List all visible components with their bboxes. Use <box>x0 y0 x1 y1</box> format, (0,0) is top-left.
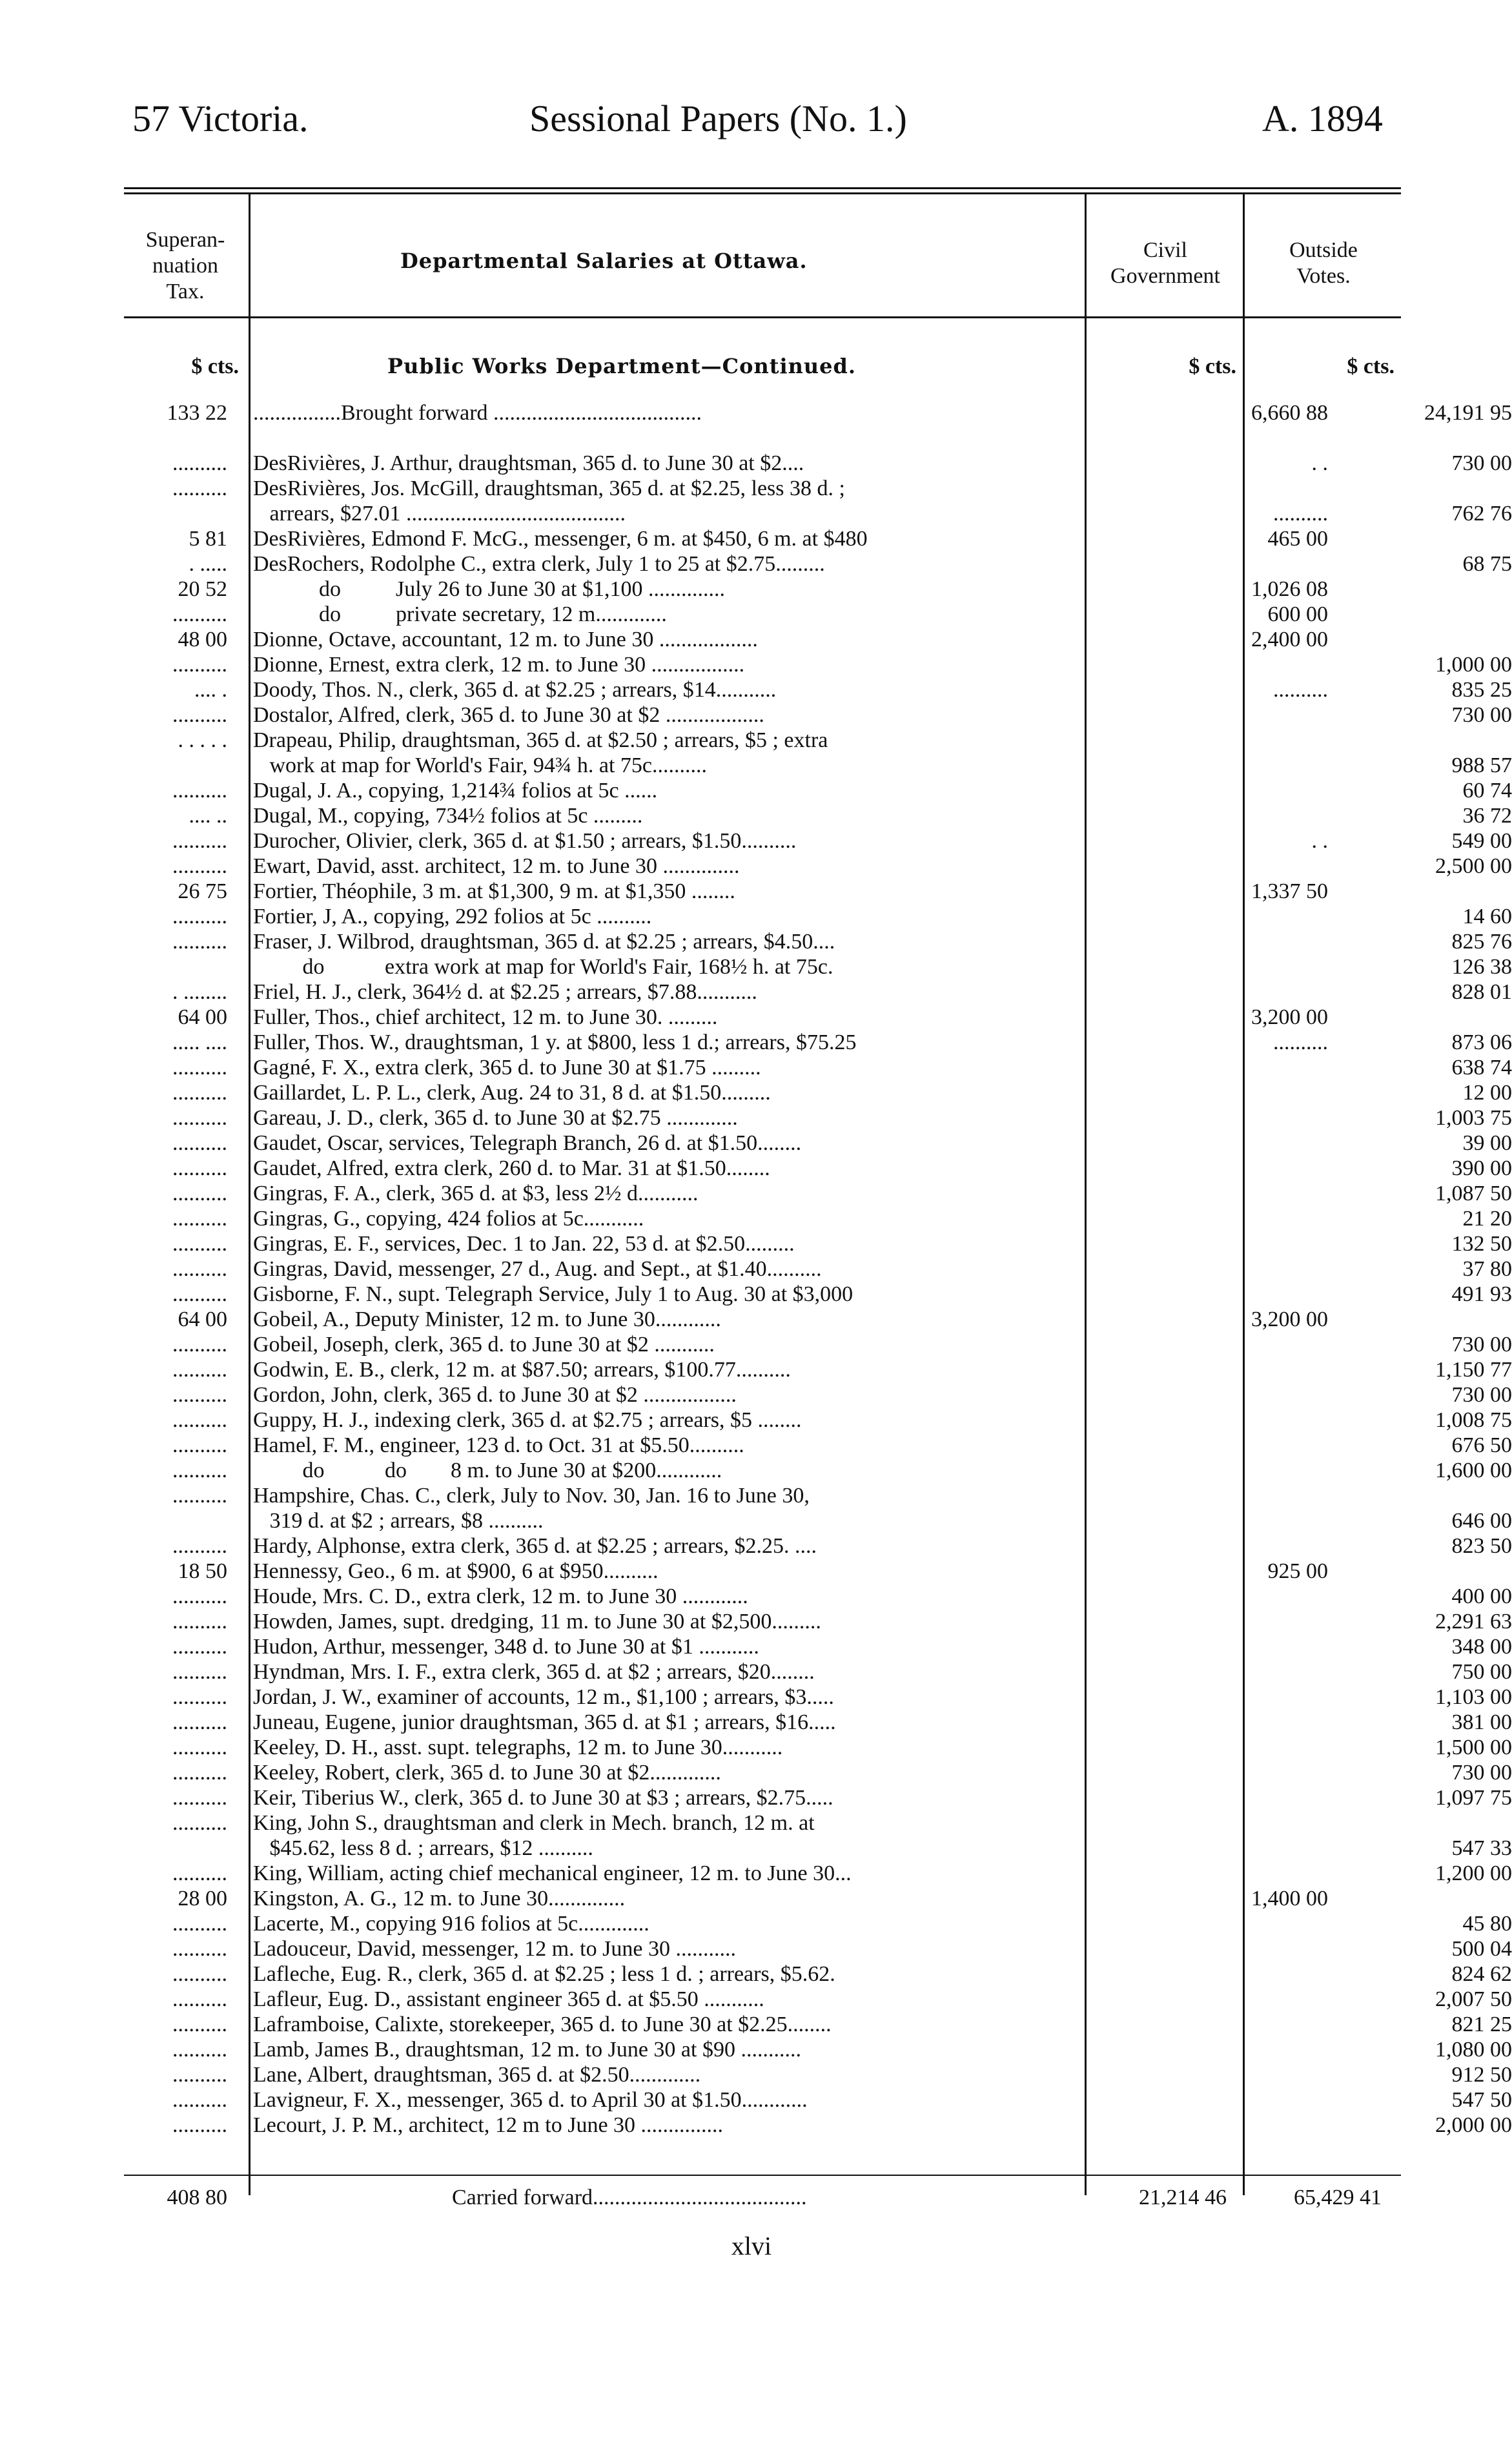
row-superannuation: .......... <box>172 1534 227 1558</box>
row-superannuation: 18 50 <box>178 1559 227 1583</box>
row-description: Drapeau, Philip, draughtsman, 365 d. at $2.50 ; arrears, $5 ; extra <box>253 728 828 752</box>
table-row <box>124 1685 1512 1710</box>
row-description: Gareau, J. D., clerk, 365 d. to June 30 at $2.75 ............. <box>253 1106 738 1130</box>
row-civil: 6,660 88 <box>1251 401 1328 425</box>
row-civil: 3,200 00 <box>1251 1307 1328 1331</box>
row-description: Dionne, Ernest, extra clerk, 12 m. to June 30 ................. <box>253 653 745 677</box>
row-outside: 638 74 <box>1451 1056 1512 1080</box>
row-superannuation: .......... <box>172 1786 227 1810</box>
row-outside: 381 00 <box>1451 1710 1512 1734</box>
top-rule-2 <box>124 192 1401 194</box>
row-outside: 1,000 00 <box>1435 653 1512 677</box>
table-row <box>124 1256 1512 1282</box>
row-description: Friel, H. J., clerk, 364½ d. at $2.25 ; arrears, $7.88........... <box>253 980 757 1004</box>
col-description: Departmental Salaries at Ottawa. <box>400 249 808 273</box>
row-superannuation: .......... <box>172 905 227 928</box>
table-row <box>124 1836 1512 1861</box>
table-row <box>124 904 1512 929</box>
row-superannuation: ..... .... <box>172 1030 227 1054</box>
row-description: Gaillardet, L. P. L., clerk, Aug. 24 to 31, 8 d. at $1.50......... <box>253 1081 771 1105</box>
row-description: 319 d. at $2 ; arrears, $8 .......... <box>253 1509 544 1533</box>
table-row <box>124 677 1512 702</box>
row-description: Dostalor, Alfred, clerk, 365 d. to June 30 at $2 .................. <box>253 703 764 727</box>
row-description: DesRivières, Edmond F. McG., messenger, 6 m. at $450, 6 m. at $480 <box>253 527 868 551</box>
table-row <box>124 1785 1512 1810</box>
row-description: ................Brought forward ...................................... <box>253 401 702 425</box>
table-row <box>124 602 1401 627</box>
row-outside: 730 00 <box>1451 1761 1512 1785</box>
row-outside: 730 00 <box>1451 1383 1512 1407</box>
top-rule <box>124 187 1401 189</box>
row-description: Gobeil, Joseph, clerk, 365 d. to June 30 at $2 ........... <box>253 1333 715 1357</box>
table-row <box>124 1307 1401 1332</box>
row-outside: 1,500 00 <box>1435 1736 1512 1759</box>
table-row <box>124 551 1512 577</box>
row-description: Durocher, Olivier, clerk, 365 d. at $1.50 ; arrears, $1.50.......... <box>253 829 797 853</box>
row-outside: 1,097 75 <box>1435 1786 1512 1810</box>
header-right: A. 1894 <box>1262 97 1383 139</box>
table-row <box>124 1458 1512 1483</box>
row-description: Houde, Mrs. C. D., extra clerk, 12 m. to June 30 ............ <box>253 1584 748 1608</box>
table-row <box>124 1206 1512 1231</box>
row-description: Ewart, David, asst. architect, 12 m. to June 30 .............. <box>253 854 740 878</box>
row-description: Jordan, J. W., examiner of accounts, 12 m., $1,100 ; arrears, $3..... <box>253 1685 834 1709</box>
row-civil: 1,337 50 <box>1251 879 1328 903</box>
row-outside: 646 00 <box>1451 1509 1512 1533</box>
row-description: do private secretary, 12 m............. <box>253 602 667 626</box>
row-superannuation: .......... <box>172 653 227 677</box>
table-row <box>124 1987 1512 2012</box>
table-row <box>124 1433 1512 1458</box>
row-outside: 730 00 <box>1451 703 1512 727</box>
row-outside: 1,080 00 <box>1435 2038 1512 2062</box>
row-civil: .......... <box>1273 1030 1328 1054</box>
row-description: Laframboise, Calixte, storekeeper, 365 d. to June 30 at $2.25........ <box>253 2013 832 2036</box>
row-superannuation: .......... <box>172 602 227 626</box>
row-outside: 37 80 <box>1462 1257 1512 1281</box>
row-superannuation: .......... <box>172 1736 227 1759</box>
row-description: Gingras, F. A., clerk, 365 d. at $3, less 2½ d........... <box>253 1182 699 1205</box>
row-description: Gobeil, A., Deputy Minister, 12 m. to June 30............ <box>253 1307 721 1331</box>
table-row <box>124 728 1401 753</box>
table-row <box>124 1584 1512 1609</box>
table-row <box>124 2113 1512 2138</box>
table-row <box>124 1886 1401 1911</box>
row-superannuation: .......... <box>172 1257 227 1281</box>
row-description: Gaudet, Oscar, services, Telegraph Branch, 26 d. at $1.50........ <box>253 1131 802 1155</box>
row-superannuation: . . . . . <box>178 728 227 752</box>
row-civil: . . <box>1311 829 1328 853</box>
row-superannuation: .......... <box>172 1685 227 1709</box>
row-civil: . . <box>1311 451 1328 475</box>
row-superannuation: .......... <box>172 1937 227 1961</box>
table-row <box>124 1408 1512 1433</box>
row-superannuation: .......... <box>172 1710 227 1734</box>
row-description: Gingras, E. F., services, Dec. 1 to Jan. 22, 53 d. at $2.50......... <box>253 1232 795 1256</box>
row-outside: 835 25 <box>1451 678 1512 702</box>
total-civ: 21,214 46 <box>1139 2186 1227 2209</box>
row-outside: 2,291 63 <box>1435 1610 1512 1634</box>
row-outside: 547 33 <box>1451 1836 1512 1860</box>
row-superannuation: .......... <box>172 1811 227 1835</box>
row-superannuation: 26 75 <box>178 879 227 903</box>
row-description: Lavigneur, F. X., messenger, 365 d. to April 30 at $1.50............ <box>253 2088 808 2112</box>
row-description: Dugal, J. A., copying, 1,214¾ folios at 5c ...... <box>253 779 658 803</box>
table-row <box>124 1282 1512 1307</box>
carried-forward: Carried forward....................................... <box>452 2186 807 2209</box>
table-row <box>124 2012 1512 2037</box>
table-row <box>124 1634 1512 1659</box>
table-row <box>124 1659 1512 1685</box>
row-superannuation: 64 00 <box>178 1307 227 1331</box>
row-description: King, John S., draughtsman and clerk in Mech. branch, 12 m. at <box>253 1811 815 1835</box>
ledger-table <box>124 400 1512 2138</box>
table-row <box>124 1861 1512 1886</box>
row-description: Hennessy, Geo., 6 m. at $900, 6 at $950.......... <box>253 1559 659 1583</box>
row-outside: 1,003 75 <box>1435 1106 1512 1130</box>
row-superannuation: 133 22 <box>167 401 227 425</box>
row-outside: 1,087 50 <box>1435 1182 1512 1205</box>
row-description: King, William, acting chief mechanical engineer, 12 m. to June 30... <box>253 1861 852 1885</box>
table-row <box>124 753 1512 778</box>
row-description: do do 8 m. to June 30 at $200............ <box>253 1459 722 1482</box>
row-outside: 2,000 00 <box>1435 2113 1512 2137</box>
row-superannuation: .......... <box>172 1660 227 1684</box>
table-row <box>124 577 1401 602</box>
row-description: Hamel, F. M., engineer, 123 d. to Oct. 31 at $5.50.......... <box>253 1433 744 1457</box>
row-description: Keir, Tiberius W., clerk, 365 d. to June 30 at $3 ; arrears, $2.75..... <box>253 1786 833 1810</box>
row-outside: 823 50 <box>1451 1534 1512 1558</box>
row-outside: 676 50 <box>1451 1433 1512 1457</box>
row-superannuation: .......... <box>172 1056 227 1080</box>
table-row <box>124 1005 1401 1030</box>
row-outside: 1,103 00 <box>1435 1685 1512 1709</box>
row-outside: 24,191 95 <box>1424 401 1512 425</box>
row-description: Gordon, John, clerk, 365 d. to June 30 at $2 ................. <box>253 1383 737 1407</box>
table-row <box>124 828 1512 854</box>
row-civil: 925 00 <box>1267 1559 1328 1583</box>
table-row <box>124 1357 1512 1382</box>
table-row <box>124 1055 1512 1080</box>
row-civil: 600 00 <box>1267 602 1328 626</box>
row-description: DesRochers, Rodolphe C., extra clerk, July 1 to 25 at $2.75......... <box>253 552 825 576</box>
row-superannuation: .......... <box>172 779 227 803</box>
row-outside: 348 00 <box>1451 1635 1512 1659</box>
column-head-rule <box>124 316 1401 318</box>
row-outside: 2,007 50 <box>1435 1987 1512 2011</box>
row-superannuation: .......... <box>172 2013 227 2036</box>
row-description: Kingston, A. G., 12 m. to June 30.............. <box>253 1887 626 1910</box>
row-outside: 500 04 <box>1451 1937 1512 1961</box>
row-outside: 68 75 <box>1462 552 1512 576</box>
table-row <box>124 1735 1512 1760</box>
row-superannuation: .......... <box>172 1207 227 1231</box>
row-description: do July 26 to June 30 at $1,100 .............. <box>253 577 725 601</box>
row-description: Fortier, Théophile, 3 m. at $1,300, 9 m. at $1,350 ........ <box>253 879 735 903</box>
row-outside: 1,600 00 <box>1435 1459 1512 1482</box>
row-description: Keeley, Robert, clerk, 365 d. to June 30 at $2............. <box>253 1761 721 1785</box>
table-row <box>124 1332 1512 1357</box>
row-outside: 1,200 00 <box>1435 1861 1512 1885</box>
row-superannuation: 28 00 <box>178 1887 227 1910</box>
table-row <box>124 1936 1512 1962</box>
row-superannuation: .......... <box>172 1962 227 1986</box>
row-superannuation: .......... <box>172 1861 227 1885</box>
row-description: Lane, Albert, draughtsman, 365 d. at $2.50............. <box>253 2063 701 2087</box>
row-civil: .......... <box>1273 502 1328 526</box>
row-outside: 390 00 <box>1451 1156 1512 1180</box>
table-row <box>124 652 1512 677</box>
row-superannuation: .......... <box>172 1156 227 1180</box>
row-civil: 1,026 08 <box>1251 577 1328 601</box>
row-description: Fraser, J. Wilbrod, draughtsman, 365 d. at $2.25 ; arrears, $4.50.... <box>253 930 835 954</box>
row-superannuation: .......... <box>172 703 227 727</box>
col-superannuation: Superan- nuation Tax. <box>145 228 225 303</box>
row-outside: 824 62 <box>1451 1962 1512 1986</box>
row-superannuation: 48 00 <box>178 628 227 651</box>
row-outside: 21 20 <box>1462 1207 1512 1231</box>
table-row <box>124 1181 1512 1206</box>
row-superannuation: .......... <box>172 930 227 954</box>
row-outside: 1,008 75 <box>1435 1408 1512 1432</box>
table-row <box>124 954 1512 979</box>
table-row <box>124 854 1512 879</box>
row-description: Gaudet, Alfred, extra clerk, 260 d. to Mar. 31 at $1.50........ <box>253 1156 770 1180</box>
row-superannuation: .......... <box>172 1987 227 2011</box>
header-left: 57 Victoria. <box>132 97 309 139</box>
row-superannuation: .......... <box>172 1484 227 1508</box>
row-superannuation: .......... <box>172 1232 227 1256</box>
row-superannuation: 5 81 <box>189 527 227 551</box>
table-row <box>124 803 1512 828</box>
row-description: Gisborne, F. N., supt. Telegraph Service, July 1 to Aug. 30 at $3,000 <box>253 1282 853 1306</box>
row-superannuation: .......... <box>172 854 227 878</box>
page-number: xlvi <box>731 2231 772 2260</box>
table-row <box>124 702 1512 728</box>
row-civil: 1,400 00 <box>1251 1887 1328 1910</box>
table-row <box>124 1131 1512 1156</box>
row-superannuation: .......... <box>172 1131 227 1155</box>
row-description: Gingras, G., copying, 424 folios at 5c........... <box>253 1207 644 1231</box>
header-center: Sessional Papers (No. 1.) <box>529 97 907 139</box>
units-sup: $ cts. <box>191 354 239 378</box>
row-description: Hampshire, Chas. C., clerk, July to Nov. 30, Jan. 16 to June 30, <box>253 1484 810 1508</box>
row-superannuation: .......... <box>172 1358 227 1382</box>
row-outside: 730 00 <box>1451 451 1512 475</box>
row-outside: 36 72 <box>1462 804 1512 828</box>
row-superannuation: .......... <box>172 2113 227 2137</box>
table-row <box>124 2037 1512 2062</box>
table-row <box>124 1382 1512 1408</box>
row-outside: 730 00 <box>1451 1333 1512 1357</box>
units-civ: $ cts. <box>1189 354 1236 378</box>
col-civil: Civil Government <box>1110 238 1220 288</box>
row-outside: 60 74 <box>1462 779 1512 803</box>
table-row <box>124 1911 1512 1936</box>
table-row <box>124 879 1401 904</box>
row-superannuation: .......... <box>172 1333 227 1357</box>
row-superannuation: .......... <box>172 1408 227 1432</box>
row-superannuation: 64 00 <box>178 1005 227 1029</box>
units-out: $ cts. <box>1347 354 1395 378</box>
row-outside: 1,150 77 <box>1435 1358 1512 1382</box>
table-row <box>124 451 1512 476</box>
row-description: Hyndman, Mrs. I. F., extra clerk, 365 d. at $2 ; arrears, $20........ <box>253 1660 815 1684</box>
row-description: $45.62, less 8 d. ; arrears, $12 .......... <box>253 1836 593 1860</box>
row-description: DesRivières, Jos. McGill, draughtsman, 365 d. at $2.25, less 38 d. ; <box>253 476 845 500</box>
row-superannuation: .......... <box>172 451 227 475</box>
table-row <box>124 1231 1512 1256</box>
row-outside: 821 25 <box>1451 2013 1512 2036</box>
table-row <box>124 627 1401 652</box>
total-sup: 408 80 <box>167 2186 227 2209</box>
table-row <box>124 979 1512 1005</box>
row-outside: 14 60 <box>1462 905 1512 928</box>
row-description: Gingras, David, messenger, 27 d., Aug. and Sept., at $1.40.......... <box>253 1257 822 1281</box>
table-row <box>124 778 1512 803</box>
table-row <box>124 1609 1512 1634</box>
row-description: Godwin, E. B., clerk, 12 m. at $87.50; arrears, $100.77.......... <box>253 1358 791 1382</box>
row-outside: 126 38 <box>1451 955 1512 979</box>
row-description: Guppy, H. J., indexing clerk, 365 d. at $2.75 ; arrears, $5 ........ <box>253 1408 802 1432</box>
row-description: Lamb, James B., draughtsman, 12 m. to June 30 at $90 ........... <box>253 2038 801 2062</box>
row-outside: 762 76 <box>1451 502 1512 526</box>
table-row <box>124 1156 1512 1181</box>
total-out: 65,429 41 <box>1294 2186 1382 2209</box>
table-row <box>124 2062 1512 2087</box>
row-superannuation: .......... <box>172 1106 227 1130</box>
row-superannuation: .......... <box>172 1610 227 1634</box>
section-title: Public Works Department—Continued. <box>387 354 857 378</box>
row-description: Dugal, M., copying, 734½ folios at 5c ......... <box>253 804 643 828</box>
row-superannuation: . ........ <box>172 980 227 1004</box>
table-row <box>124 425 1401 451</box>
table-row <box>124 526 1401 551</box>
row-description: Gagné, F. X., extra clerk, 365 d. to June 30 at $1.75 ......... <box>253 1056 761 1080</box>
row-superannuation: .......... <box>172 1635 227 1659</box>
row-superannuation: .......... <box>172 1282 227 1306</box>
row-description: Juneau, Eugene, junior draughtsman, 365 d. at $1 ; arrears, $16..... <box>253 1710 836 1734</box>
row-civil: 2,400 00 <box>1251 628 1328 651</box>
row-outside: 828 01 <box>1451 980 1512 1004</box>
table-row <box>124 1508 1512 1533</box>
table-row <box>124 1105 1512 1131</box>
row-description: arrears, $27.01 ........................................ <box>253 502 626 526</box>
row-description: Lafleche, Eug. R., clerk, 365 d. at $2.25 ; less 1 d. ; arrears, $5.62. <box>253 1962 835 1986</box>
row-superannuation: .......... <box>172 1584 227 1608</box>
row-superannuation: .......... <box>172 1459 227 1482</box>
row-description: Dionne, Octave, accountant, 12 m. to June 30 .................. <box>253 628 758 651</box>
row-outside: 873 06 <box>1451 1030 1512 1054</box>
row-outside: 547 50 <box>1451 2088 1512 2112</box>
col-outside: Outside Votes. <box>1289 238 1358 288</box>
row-outside: 825 76 <box>1451 930 1512 954</box>
row-description: do extra work at map for World's Fair, 168½ h. at 75c. <box>253 955 833 979</box>
table-row <box>124 1080 1512 1105</box>
row-outside: 549 00 <box>1451 829 1512 853</box>
row-superannuation: .......... <box>172 1081 227 1105</box>
row-outside: 912 50 <box>1451 2063 1512 2087</box>
row-superannuation: 20 52 <box>178 577 227 601</box>
row-description: Lacerte, M., copying 916 folios at 5c............. <box>253 1912 649 1936</box>
table-row <box>124 2087 1512 2113</box>
table-row <box>124 1810 1401 1836</box>
row-outside: 39 00 <box>1462 1131 1512 1155</box>
table-row <box>124 501 1512 526</box>
row-description: Lecourt, J. P. M., architect, 12 m to June 30 ............... <box>253 2113 724 2137</box>
table-row <box>124 1483 1401 1508</box>
row-outside: 750 00 <box>1451 1660 1512 1684</box>
row-civil: 465 00 <box>1267 527 1328 551</box>
row-description: DesRivières, J. Arthur, draughtsman, 365 d. to June 30 at $2.... <box>253 451 804 475</box>
row-description: Hardy, Alphonse, extra clerk, 365 d. at $2.25 ; arrears, $2.25. .... <box>253 1534 817 1558</box>
row-description: Doody, Thos. N., clerk, 365 d. at $2.25 ; arrears, $14........... <box>253 678 777 702</box>
row-outside: 400 00 <box>1451 1584 1512 1608</box>
table-row <box>124 1710 1512 1735</box>
row-civil: .......... <box>1273 678 1328 702</box>
row-superannuation: .......... <box>172 476 227 500</box>
row-description: Keeley, D. H., asst. supt. telegraphs, 12 m. to June 30........... <box>253 1736 783 1759</box>
row-civil: 3,200 00 <box>1251 1005 1328 1029</box>
row-superannuation: .......... <box>172 2063 227 2087</box>
table-row <box>124 929 1512 954</box>
row-superannuation: .......... <box>172 1761 227 1785</box>
row-superannuation: .......... <box>172 1383 227 1407</box>
row-outside: 491 93 <box>1451 1282 1512 1306</box>
row-superannuation: .... . <box>194 678 227 702</box>
table-row <box>124 476 1401 501</box>
table-row <box>124 1760 1512 1785</box>
row-outside: 2,500 00 <box>1435 854 1512 878</box>
table-row <box>124 1533 1512 1559</box>
row-outside: 988 57 <box>1451 753 1512 777</box>
table-row <box>124 1962 1512 1987</box>
table-row <box>124 400 1512 425</box>
row-superannuation: .......... <box>172 829 227 853</box>
row-superannuation: .... .. <box>189 804 227 828</box>
row-superannuation: .......... <box>172 2088 227 2112</box>
row-superannuation: .......... <box>172 2038 227 2062</box>
table-row <box>124 1559 1401 1584</box>
footer-rule <box>124 2175 1401 2176</box>
row-description: Fuller, Thos., chief architect, 12 m. to June 30. ......... <box>253 1005 718 1029</box>
row-superannuation: .......... <box>172 1433 227 1457</box>
row-description: work at map for World's Fair, 94¾ h. at 75c.......... <box>253 753 708 777</box>
row-outside: 45 80 <box>1462 1912 1512 1936</box>
row-superannuation: .......... <box>172 1182 227 1205</box>
row-description: Howden, James, supt. dredging, 11 m. to June 30 at $2,500......... <box>253 1610 821 1634</box>
row-outside: 132 50 <box>1451 1232 1512 1256</box>
table-row <box>124 1030 1512 1055</box>
row-description: Fuller, Thos. W., draughtsman, 1 y. at $800, less 1 d.; arrears, $75.25 <box>253 1030 857 1054</box>
row-description: Lafleur, Eug. D., assistant engineer 365 d. at $5.50 ........... <box>253 1987 764 2011</box>
row-description: Fortier, J, A., copying, 292 folios at 5c .......... <box>253 905 652 928</box>
row-outside: 12 00 <box>1462 1081 1512 1105</box>
row-description: Ladouceur, David, messenger, 12 m. to June 30 ........... <box>253 1937 736 1961</box>
row-superannuation: . ..... <box>189 552 227 576</box>
row-superannuation: .......... <box>172 1912 227 1936</box>
row-description: Hudon, Arthur, messenger, 348 d. to June 30 at $1 ........... <box>253 1635 759 1659</box>
